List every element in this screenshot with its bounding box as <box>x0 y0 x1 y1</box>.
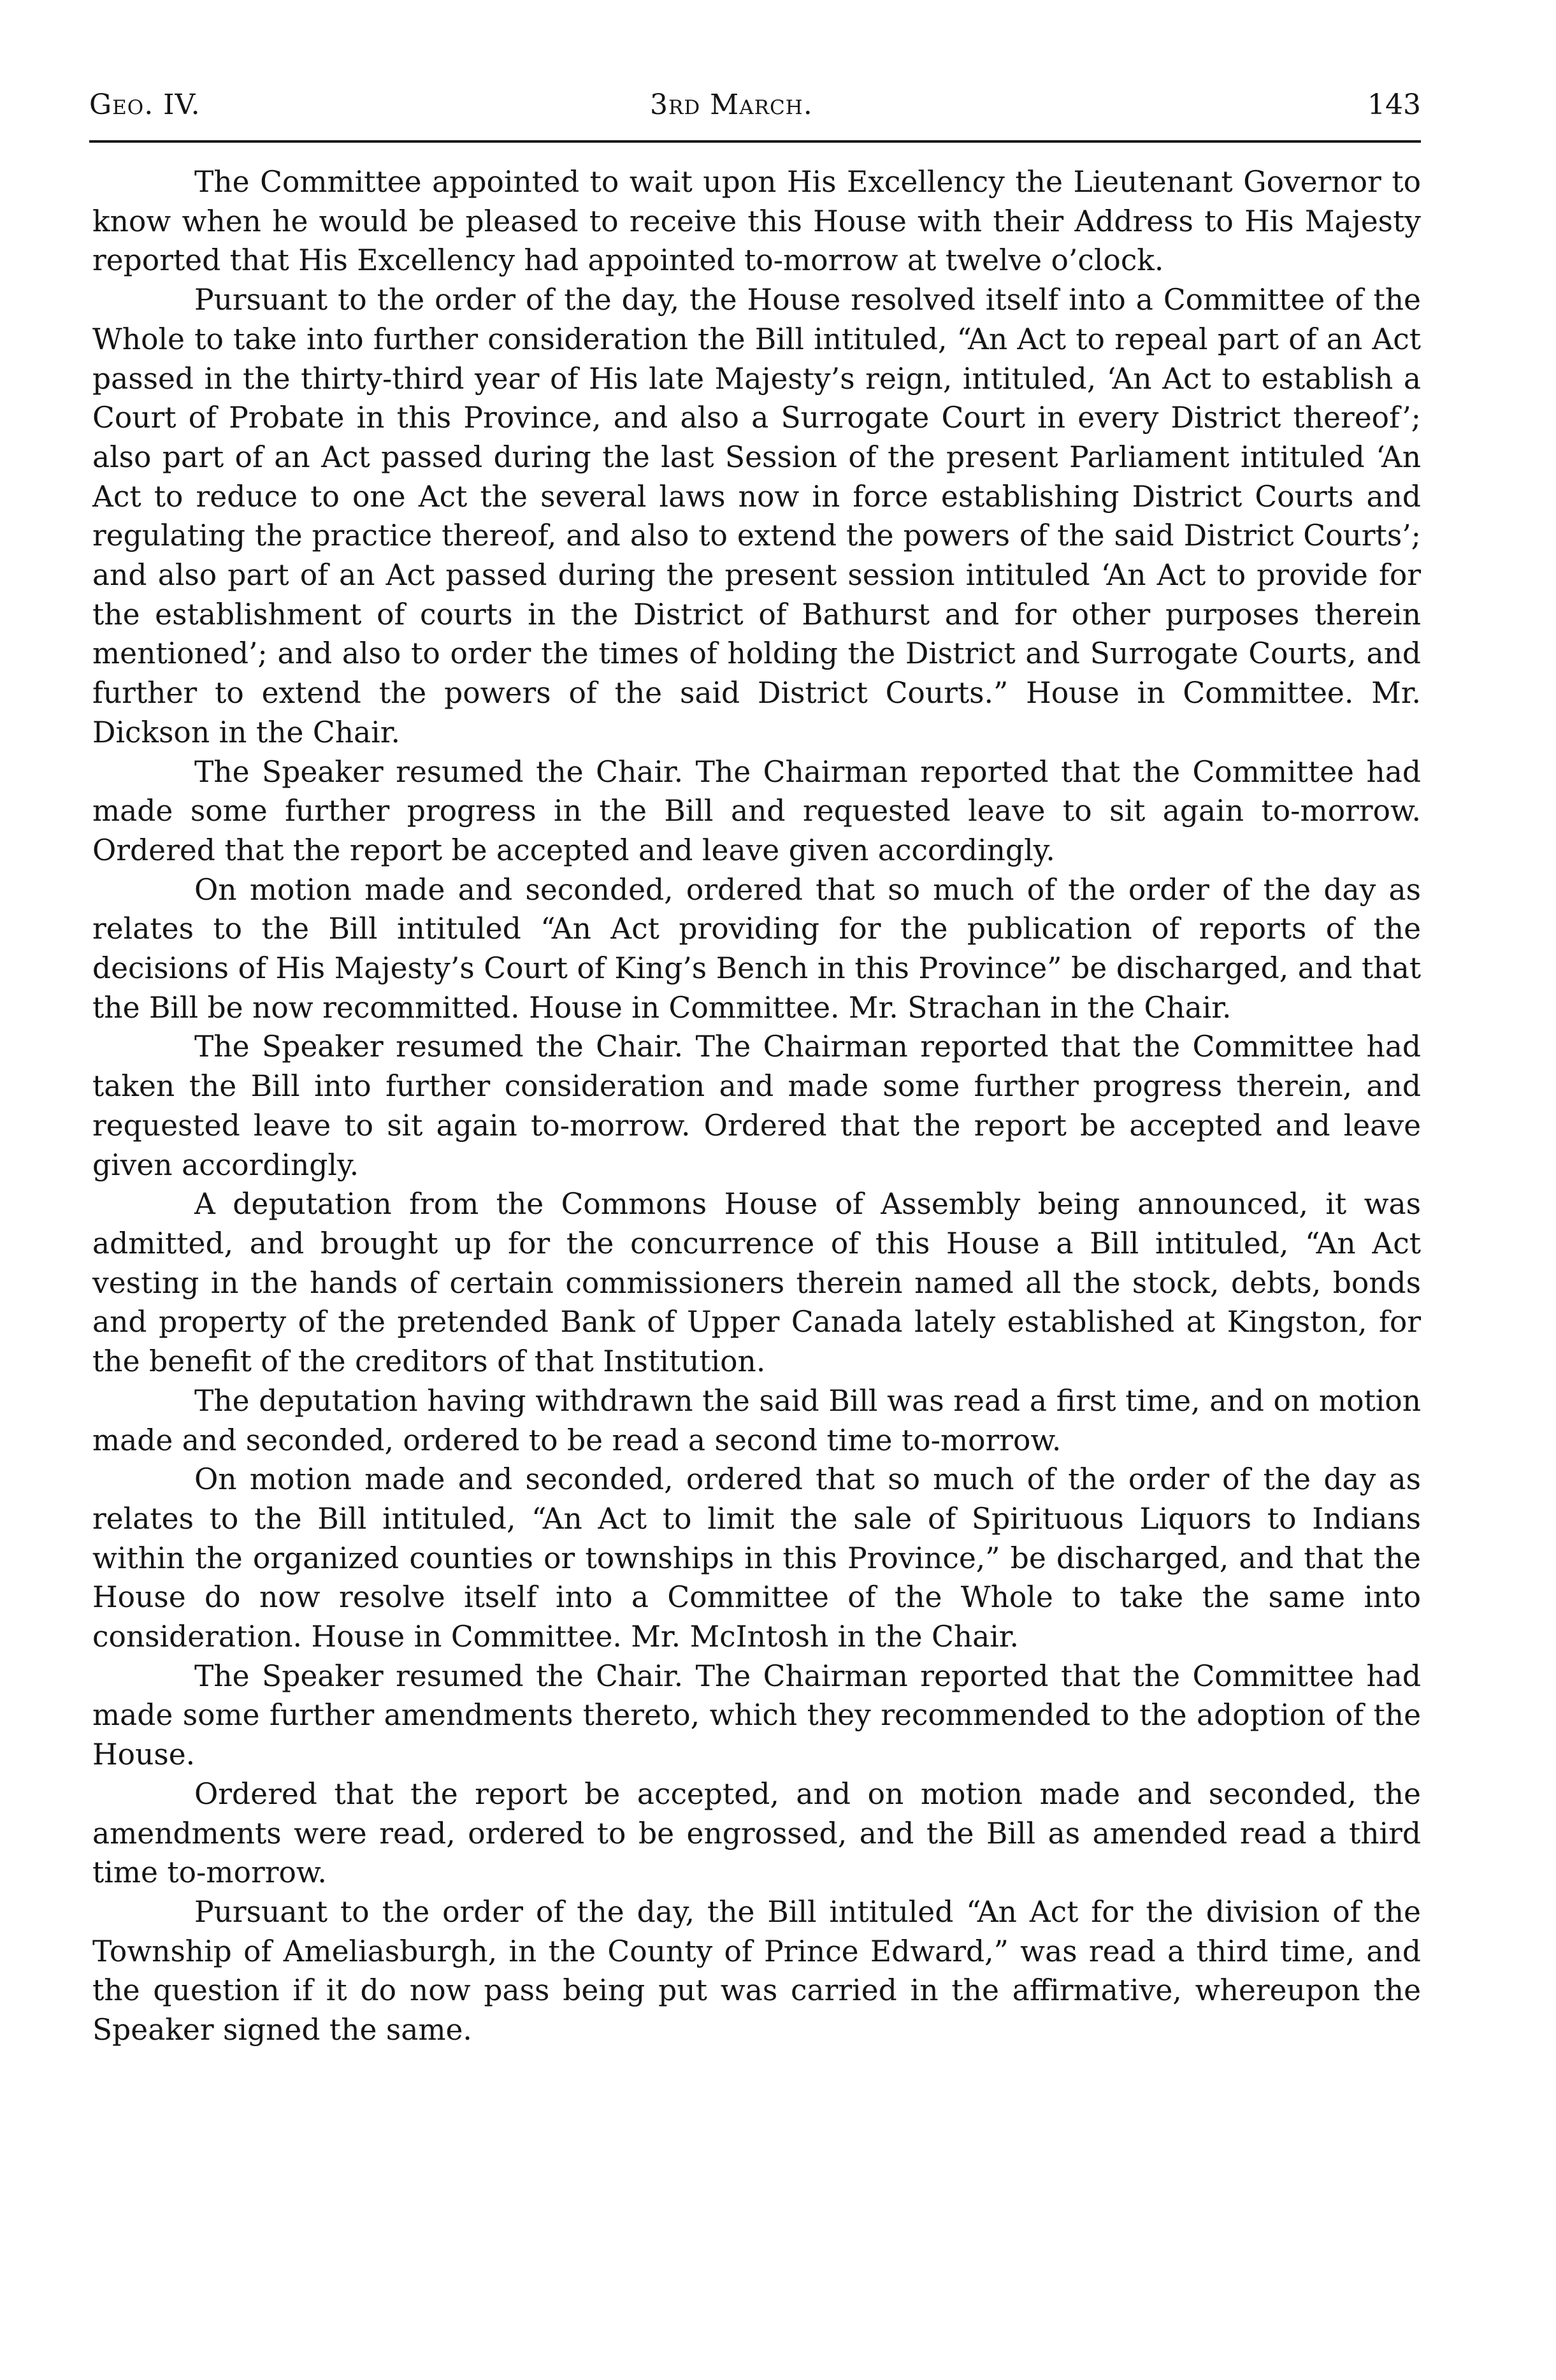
paragraph-liquors-bill: On motion made and seconded, ordered that so much of the order of the day as relates to the Bill intituled, “An Act to limit the sale of Spirituous Liquors to Indians within the organized counties or townships in this Province,” be discharged, and that the House do now resolve itself into a Committee of the Whole to take the same into consideration. House in Committee. Mr. McIntosh in the Chair. <box>92 1462 1421 1654</box>
journal-body <box>92 162 1421 2050</box>
paragraph-reports-bill: On motion made and seconded, ordered that so much of the order of the day as relates to the Bill intituled “An Act providing for the publication of reports of the decisions of His Majesty’s Court of King’s Bench in this Province” be discharged, and that the Bill be now recommitted. House in Committee. Mr. Strachan in the Chair. <box>92 872 1421 1025</box>
running-header <box>89 86 1421 124</box>
paragraph-first-reading: The deputation having withdrawn the said Bill was read a first time, and on motion made and seconded, ordered to be read a second time to-morrow. <box>92 1383 1421 1457</box>
paragraph-committee-address: The Committee appointed to wait upon His Excellency the Lieutenant Governor to know when he would be pleased to receive this House with their Address to His Majesty reported that His Excellency had appointed to-morrow at twelve o’clock. <box>92 165 1421 278</box>
header-date: 3rd March. <box>650 89 813 121</box>
paragraph-probate-bill: Pursuant to the order of the day, the House resolved itself into a Committee of the Whole to take into further consideration the Bill intituled, “An Act to repeal part of an Act passed in the thirty-third year of His late Majesty’s reign, intituled, ‘An Act to establish a Court of Probate in this Province, and also a Surrogate Court in every District thereof’; also part of an Act passed during the last Session of the present Parliament intituled ‘An Act to reduce to one Act the several laws now in force establishing District Courts and regulating the practice thereof, and also to extend the powers of the said District Courts’; and also part of an Act passed during the present session intituled ‘An Act to provide for the establishment of courts in the District of Bathurst and for other purposes therein mentioned’; and also to order the times of holding the District and Surrogate Courts, and further to extend the powers of the said District Courts.” House in Committee. Mr. Dickson in the Chair. <box>92 283 1421 749</box>
header-reign: Geo. IV. <box>89 89 201 121</box>
paragraph-amendments-engrossed: Ordered that the report be accepted, and on motion made and seconded, the amendments were read, ordered to be engrossed, and the Bill as amended read a third time to-morrow. <box>92 1777 1421 1890</box>
paragraph-speaker-resumed-3: The Speaker resumed the Chair. The Chairman reported that the Committee had made some further amendments thereto, which they recommended to the adoption of the House. <box>92 1659 1421 1772</box>
page-number: 143 <box>1367 89 1421 121</box>
paragraph-deputation: A deputation from the Commons House of Assembly being announced, it was admitted, and brought up for the concurrence of this House a Bill intituled, “An Act vesting in the hands of certain commissioners therein named all the stock, debts, bonds and property of the pretended Bank of Upper Canada lately established at Kingston, for the benefit of the creditors of that Institution. <box>92 1187 1421 1379</box>
paragraph-speaker-resumed-1: The Speaker resumed the Chair. The Chairman reported that the Committee had made some further progress in the Bill and requested leave to sit again to-morrow. Ordered that the report be accepted and leave given accordingly. <box>92 754 1421 867</box>
header-rule <box>89 140 1421 143</box>
paragraph-speaker-resumed-2: The Speaker resumed the Chair. The Chairman reported that the Committee had taken the Bill into further consideration and made some further progress therein, and requested leave to sit again to-morrow. Ordered that the report be accepted and leave given accordingly. <box>92 1030 1421 1182</box>
paragraph-ameliasburgh-bill: Pursuant to the order of the day, the Bill intituled “An Act for the division of the Township of Ameliasburgh, in the County of Prince Edward,” was read a third time, and the question if it do now pass being put was carried in the affirmative, whereupon the Speaker signed the same. <box>92 1894 1421 2047</box>
